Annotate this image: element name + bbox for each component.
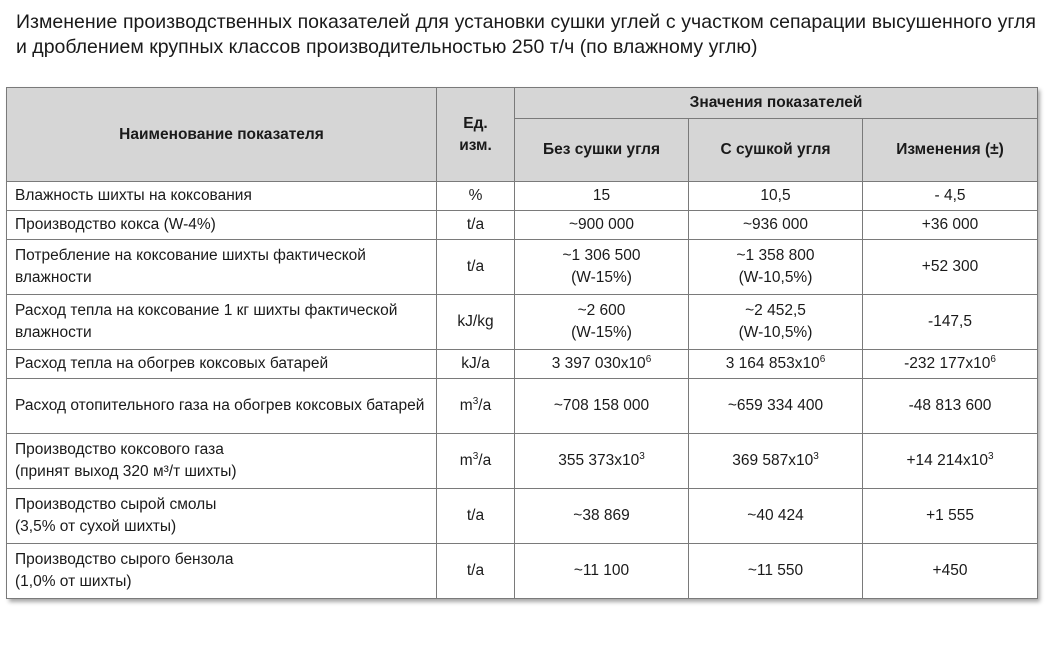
row-name	[7, 544, 437, 599]
table-row	[7, 434, 1038, 489]
row-with	[689, 295, 863, 350]
row-without	[515, 434, 689, 489]
row-with: ~659 334 400	[689, 379, 863, 434]
row-unit: t/a	[437, 544, 515, 599]
row-name: Потребление на коксование шихты фактической влажности	[7, 240, 437, 295]
table-row	[7, 350, 1038, 379]
row-name-line2: (1,0% от шихты)	[15, 573, 132, 590]
row-with	[689, 350, 863, 379]
row-with: ~40 424	[689, 489, 863, 544]
row-with-mantissa: 369 587x10	[732, 452, 814, 469]
row-without	[515, 240, 689, 295]
header-without-drying: Без сушки угля	[515, 119, 689, 182]
row-change-mantissa: +14 214x10	[906, 452, 988, 469]
header-row-top	[7, 88, 1038, 119]
row-unit: kJ/kg	[437, 295, 515, 350]
table-row	[7, 295, 1038, 350]
row-without: ~11 100	[515, 544, 689, 599]
row-change: -147,5	[863, 295, 1038, 350]
row-unit: t/a	[437, 211, 515, 240]
row-change: +1 555	[863, 489, 1038, 544]
row-with: 10,5	[689, 182, 863, 211]
row-without-exponent: 6	[645, 354, 652, 365]
row-unit: t/a	[437, 240, 515, 295]
row-change: -48 813 600	[863, 379, 1038, 434]
row-with-moisture: (W-10,5%)	[738, 324, 813, 341]
row-change	[863, 350, 1038, 379]
row-without	[515, 350, 689, 379]
indicators-table	[6, 87, 1038, 599]
header-change: Изменения (±)	[863, 119, 1038, 182]
row-without: ~38 869	[515, 489, 689, 544]
row-name-line2: (принят выход 320 м³/т шихты)	[15, 463, 237, 480]
table-row	[7, 182, 1038, 211]
header-values-group: Значения показателей	[515, 88, 1038, 119]
row-without	[515, 295, 689, 350]
row-without-mantissa: 3 397 030x10	[551, 355, 646, 372]
row-with-value: ~1 358 800	[736, 247, 815, 264]
header-with-drying: С сушкой угля	[689, 119, 863, 182]
row-with-exponent: 3	[813, 451, 819, 462]
table-row	[7, 379, 1038, 434]
header-unit-line2: изм.	[459, 136, 492, 154]
row-change: +52 300	[863, 240, 1038, 295]
row-name: Расход тепла на обогрев коксовых батарей	[7, 350, 437, 379]
row-unit: %	[437, 182, 515, 211]
row-without-value: ~1 306 500	[562, 247, 641, 264]
row-change-mantissa: -232 177x10	[904, 355, 991, 372]
row-with	[689, 434, 863, 489]
row-without-mantissa: 355 373x10	[558, 452, 640, 469]
row-change	[863, 434, 1038, 489]
document-caption: Изменение производственных показателей для установки сушки углей с участком сепарации высушенного угля и дроблением крупных классов производительностью 250 т/ч (по влажному углю)	[16, 11, 1036, 58]
row-change: - 4,5	[863, 182, 1038, 211]
table-row	[7, 211, 1038, 240]
row-unit-tail: /a	[478, 397, 492, 414]
row-without-moisture: (W-15%)	[571, 269, 632, 286]
row-change-exponent: 3	[987, 451, 994, 462]
row-name-line1: Производство коксового газа	[15, 441, 224, 458]
row-change: +36 000	[863, 211, 1038, 240]
row-name: Расход отопительного газа на обогрев коксовых батарей	[7, 379, 437, 434]
row-change: +450	[863, 544, 1038, 599]
table-row	[7, 489, 1038, 544]
row-unit	[437, 379, 515, 434]
row-without: 15	[515, 182, 689, 211]
row-name: Производство кокса (W-4%)	[7, 211, 437, 240]
row-change-exponent: 6	[990, 354, 996, 365]
row-name-line2: (3,5% от сухой шихты)	[15, 518, 177, 535]
row-unit: kJ/a	[437, 350, 515, 379]
row-with-exponent: 6	[819, 354, 826, 365]
row-with-moisture: (W-10,5%)	[738, 269, 813, 286]
row-unit	[437, 434, 515, 489]
row-without-exponent: 3	[639, 451, 645, 462]
row-name	[7, 434, 437, 489]
row-without-moisture: (W-15%)	[571, 324, 632, 341]
row-name-line1: Производство сырой смолы	[15, 496, 217, 513]
row-with-value: ~2 452,5	[745, 302, 806, 319]
row-with: ~936 000	[689, 211, 863, 240]
row-unit-tail: /a	[478, 452, 492, 469]
row-without: ~900 000	[515, 211, 689, 240]
row-with	[689, 240, 863, 295]
row-name	[7, 489, 437, 544]
header-unit-line1: Ед.	[463, 114, 488, 132]
row-unit-exponent: 3	[472, 396, 479, 407]
row-with: ~11 550	[689, 544, 863, 599]
row-unit-exponent: 3	[472, 451, 479, 462]
row-unit-base: m	[459, 452, 473, 469]
row-with-mantissa: 3 164 853x10	[725, 355, 820, 372]
row-without-value: ~2 600	[577, 302, 626, 319]
table-row	[7, 544, 1038, 599]
table-row	[7, 240, 1038, 295]
row-name-line1: Производство сырого бензола	[15, 551, 234, 568]
header-name: Наименование показателя	[7, 88, 437, 182]
row-name: Влажность шихты на коксования	[7, 182, 437, 211]
row-name: Расход тепла на коксование 1 кг шихты фактической влажности	[7, 295, 437, 350]
row-without: ~708 158 000	[515, 379, 689, 434]
header-unit	[437, 88, 515, 182]
indicators-table-wrapper	[6, 87, 1037, 599]
row-unit-base: m	[459, 397, 473, 414]
row-unit: t/a	[437, 489, 515, 544]
